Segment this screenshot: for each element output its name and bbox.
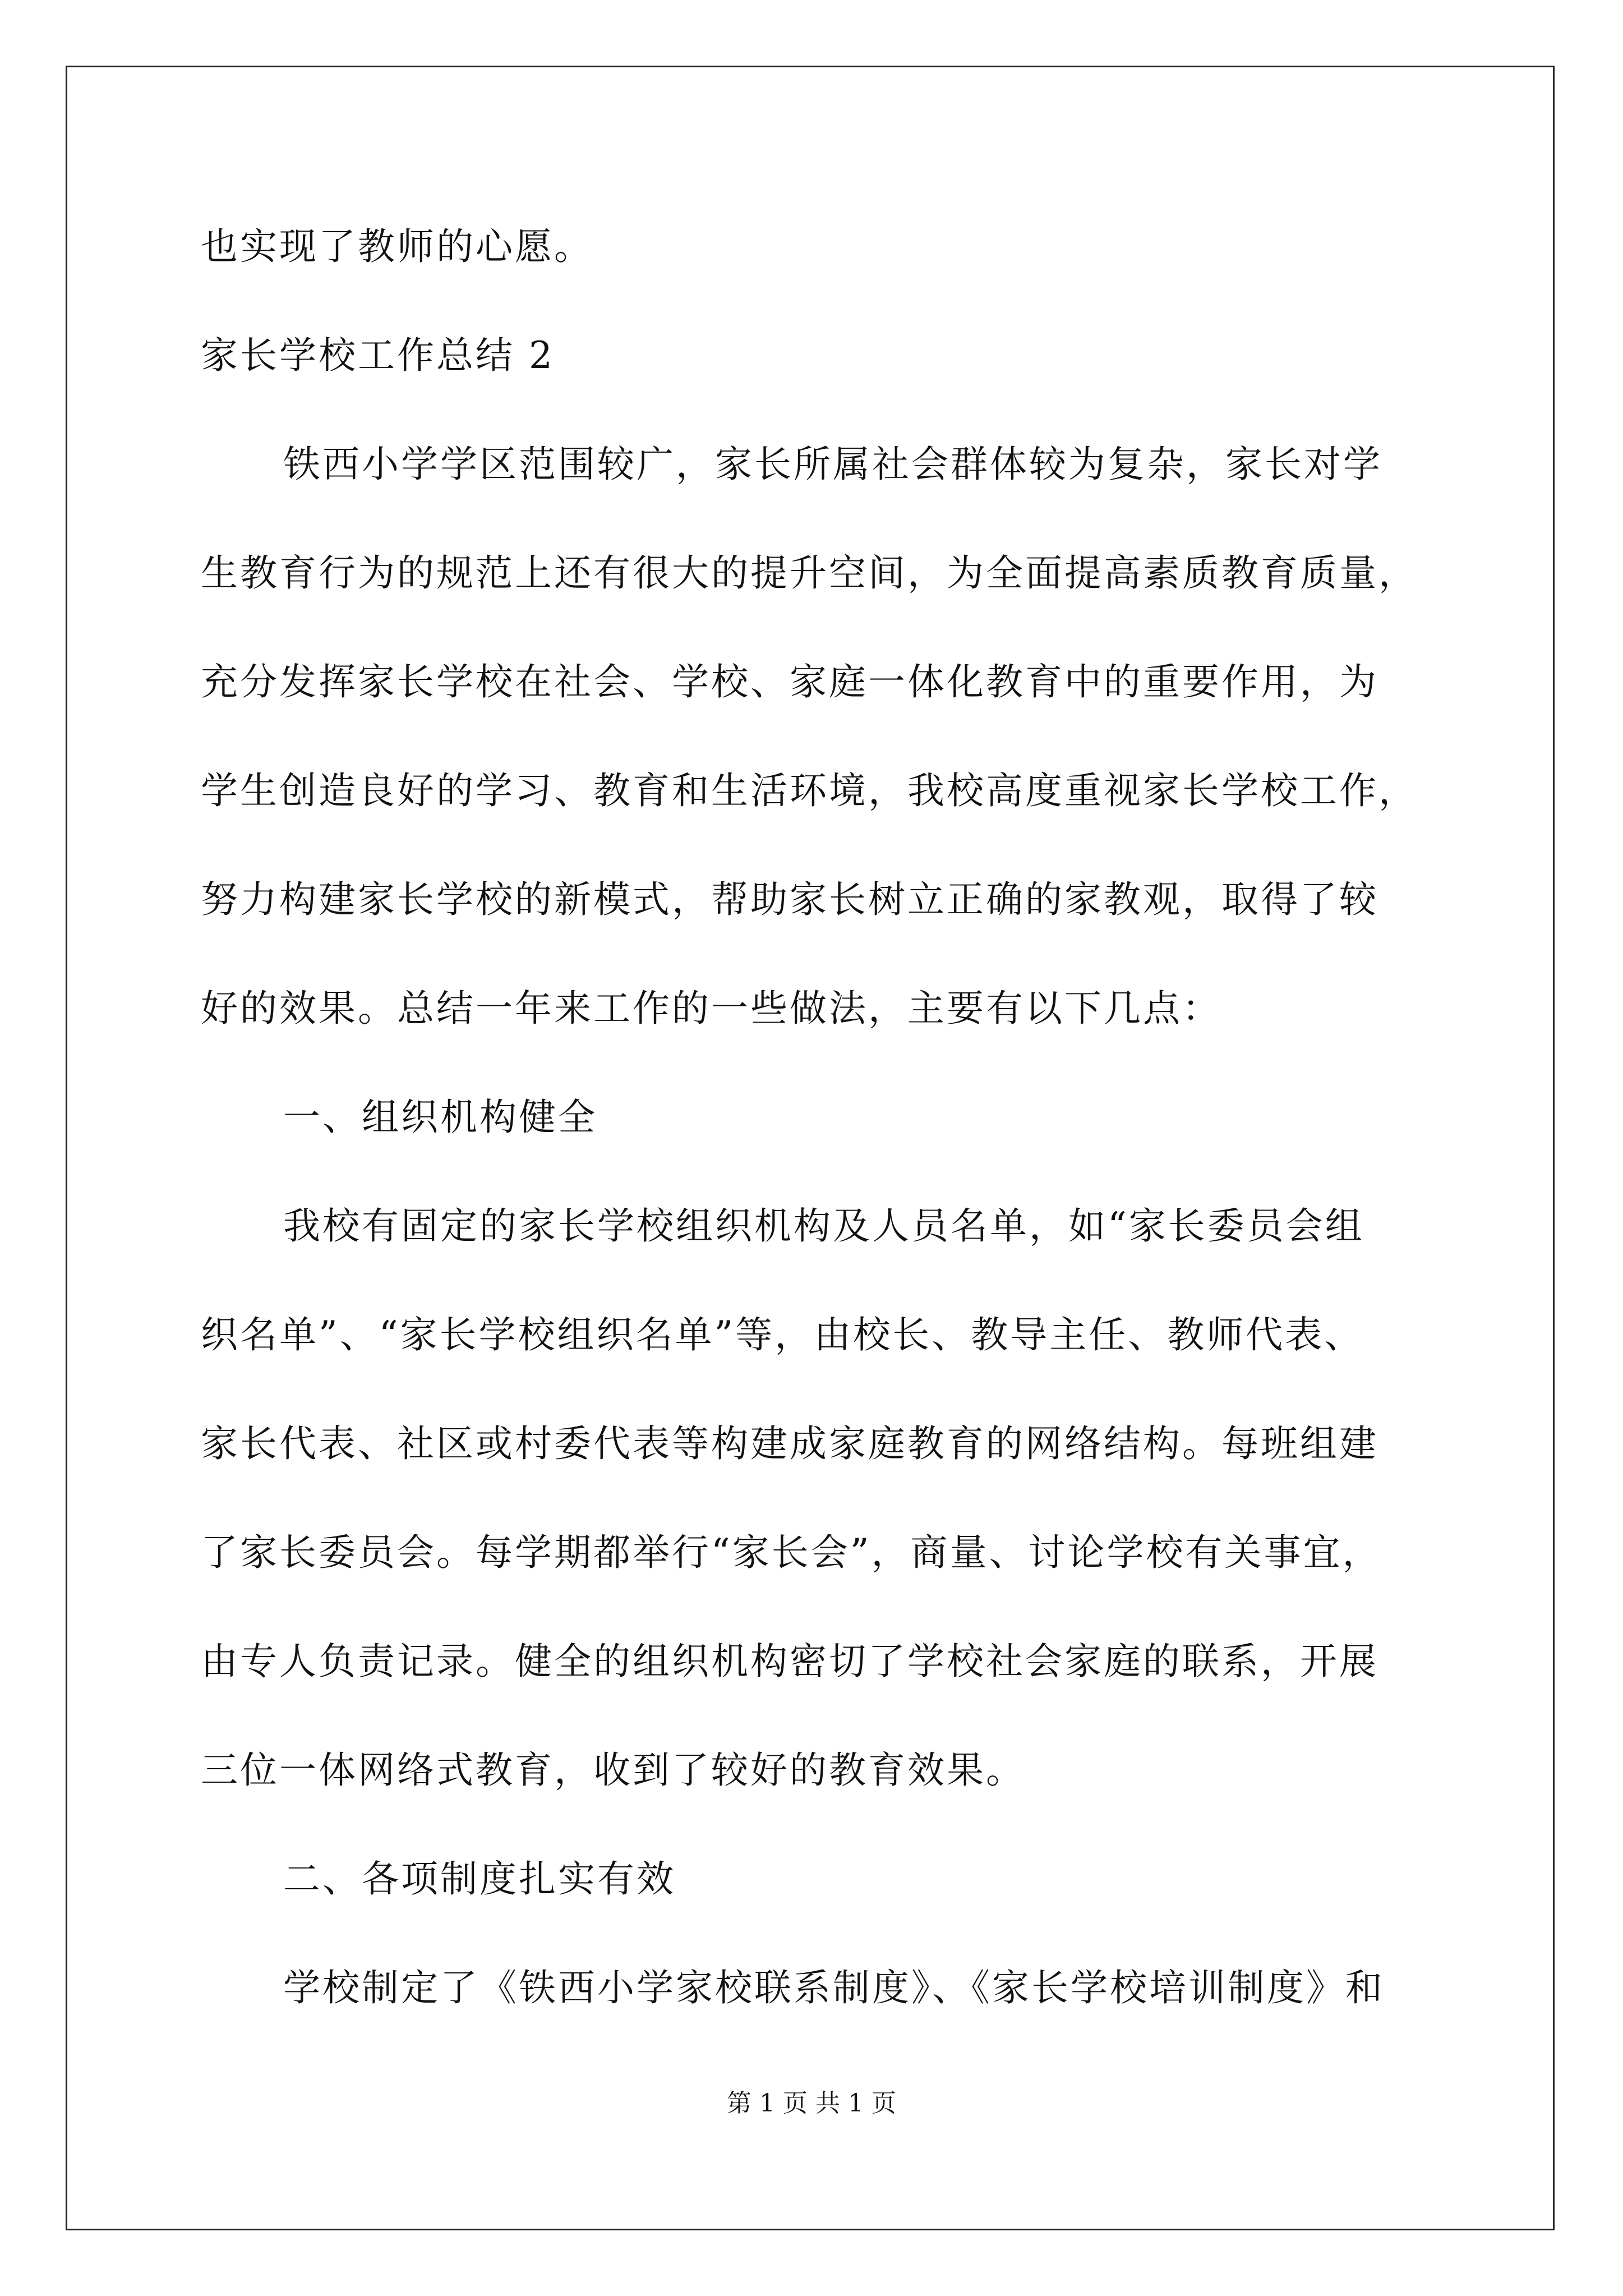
- paragraph-line: 学生创造良好的学习、教育和生活环境，我校高度重视家长学校工作，: [201, 769, 1418, 812]
- paragraph-line: 织名单”、“家长学校组织名单”等，由校长、教导主任、教师代表、: [201, 1313, 1364, 1356]
- section-title: 家长学校工作总结 2: [201, 334, 555, 377]
- paragraph-line: 家长代表、社区或村委代表等构建成家庭教育的网络结构。每班组建: [201, 1422, 1378, 1465]
- paragraph-line: 生教育行为的规范上还有很大的提升空间，为全面提高素质教育质量，: [201, 551, 1418, 595]
- paragraph-line: 好的效果。总结一年来工作的一些做法，主要有以下几点：: [201, 987, 1221, 1030]
- page-border: [66, 66, 1555, 2230]
- subheading: 二、各项制度扎实有效: [283, 1857, 676, 1901]
- paragraph-line: 由专人负责记录。健全的组织机构密切了学校社会家庭的联系，开展: [201, 1640, 1378, 1683]
- subheading: 一、组织机构健全: [283, 1096, 597, 1139]
- text-line-1: 也实现了教师的心愿。: [201, 225, 593, 268]
- paragraph-line: 学校制定了《铁西小学家校联系制度》、《家长学校培训制度》和: [283, 1966, 1385, 2009]
- paragraph-line: 了家长委员会。每学期都举行“家长会”，商量、讨论学校有关事宜，: [201, 1531, 1382, 1574]
- paragraph-line: 我校有固定的家长学校组织机构及人员名单，如“家长委员会组: [283, 1204, 1364, 1248]
- paragraph-line: 铁西小学学区范围较广，家长所属社会群体较为复杂，家长对学: [283, 443, 1382, 486]
- paragraph-line: 努力构建家长学校的新模式，帮助家长树立正确的家教观，取得了较: [201, 878, 1378, 921]
- page-number-footer: 第 1 页 共 1 页: [727, 2089, 896, 2118]
- paragraph-line: 三位一体网络式教育，收到了较好的教育效果。: [201, 1749, 1025, 1792]
- paragraph-line: 充分发挥家长学校在社会、学校、家庭一体化教育中的重要作用，为: [201, 660, 1378, 703]
